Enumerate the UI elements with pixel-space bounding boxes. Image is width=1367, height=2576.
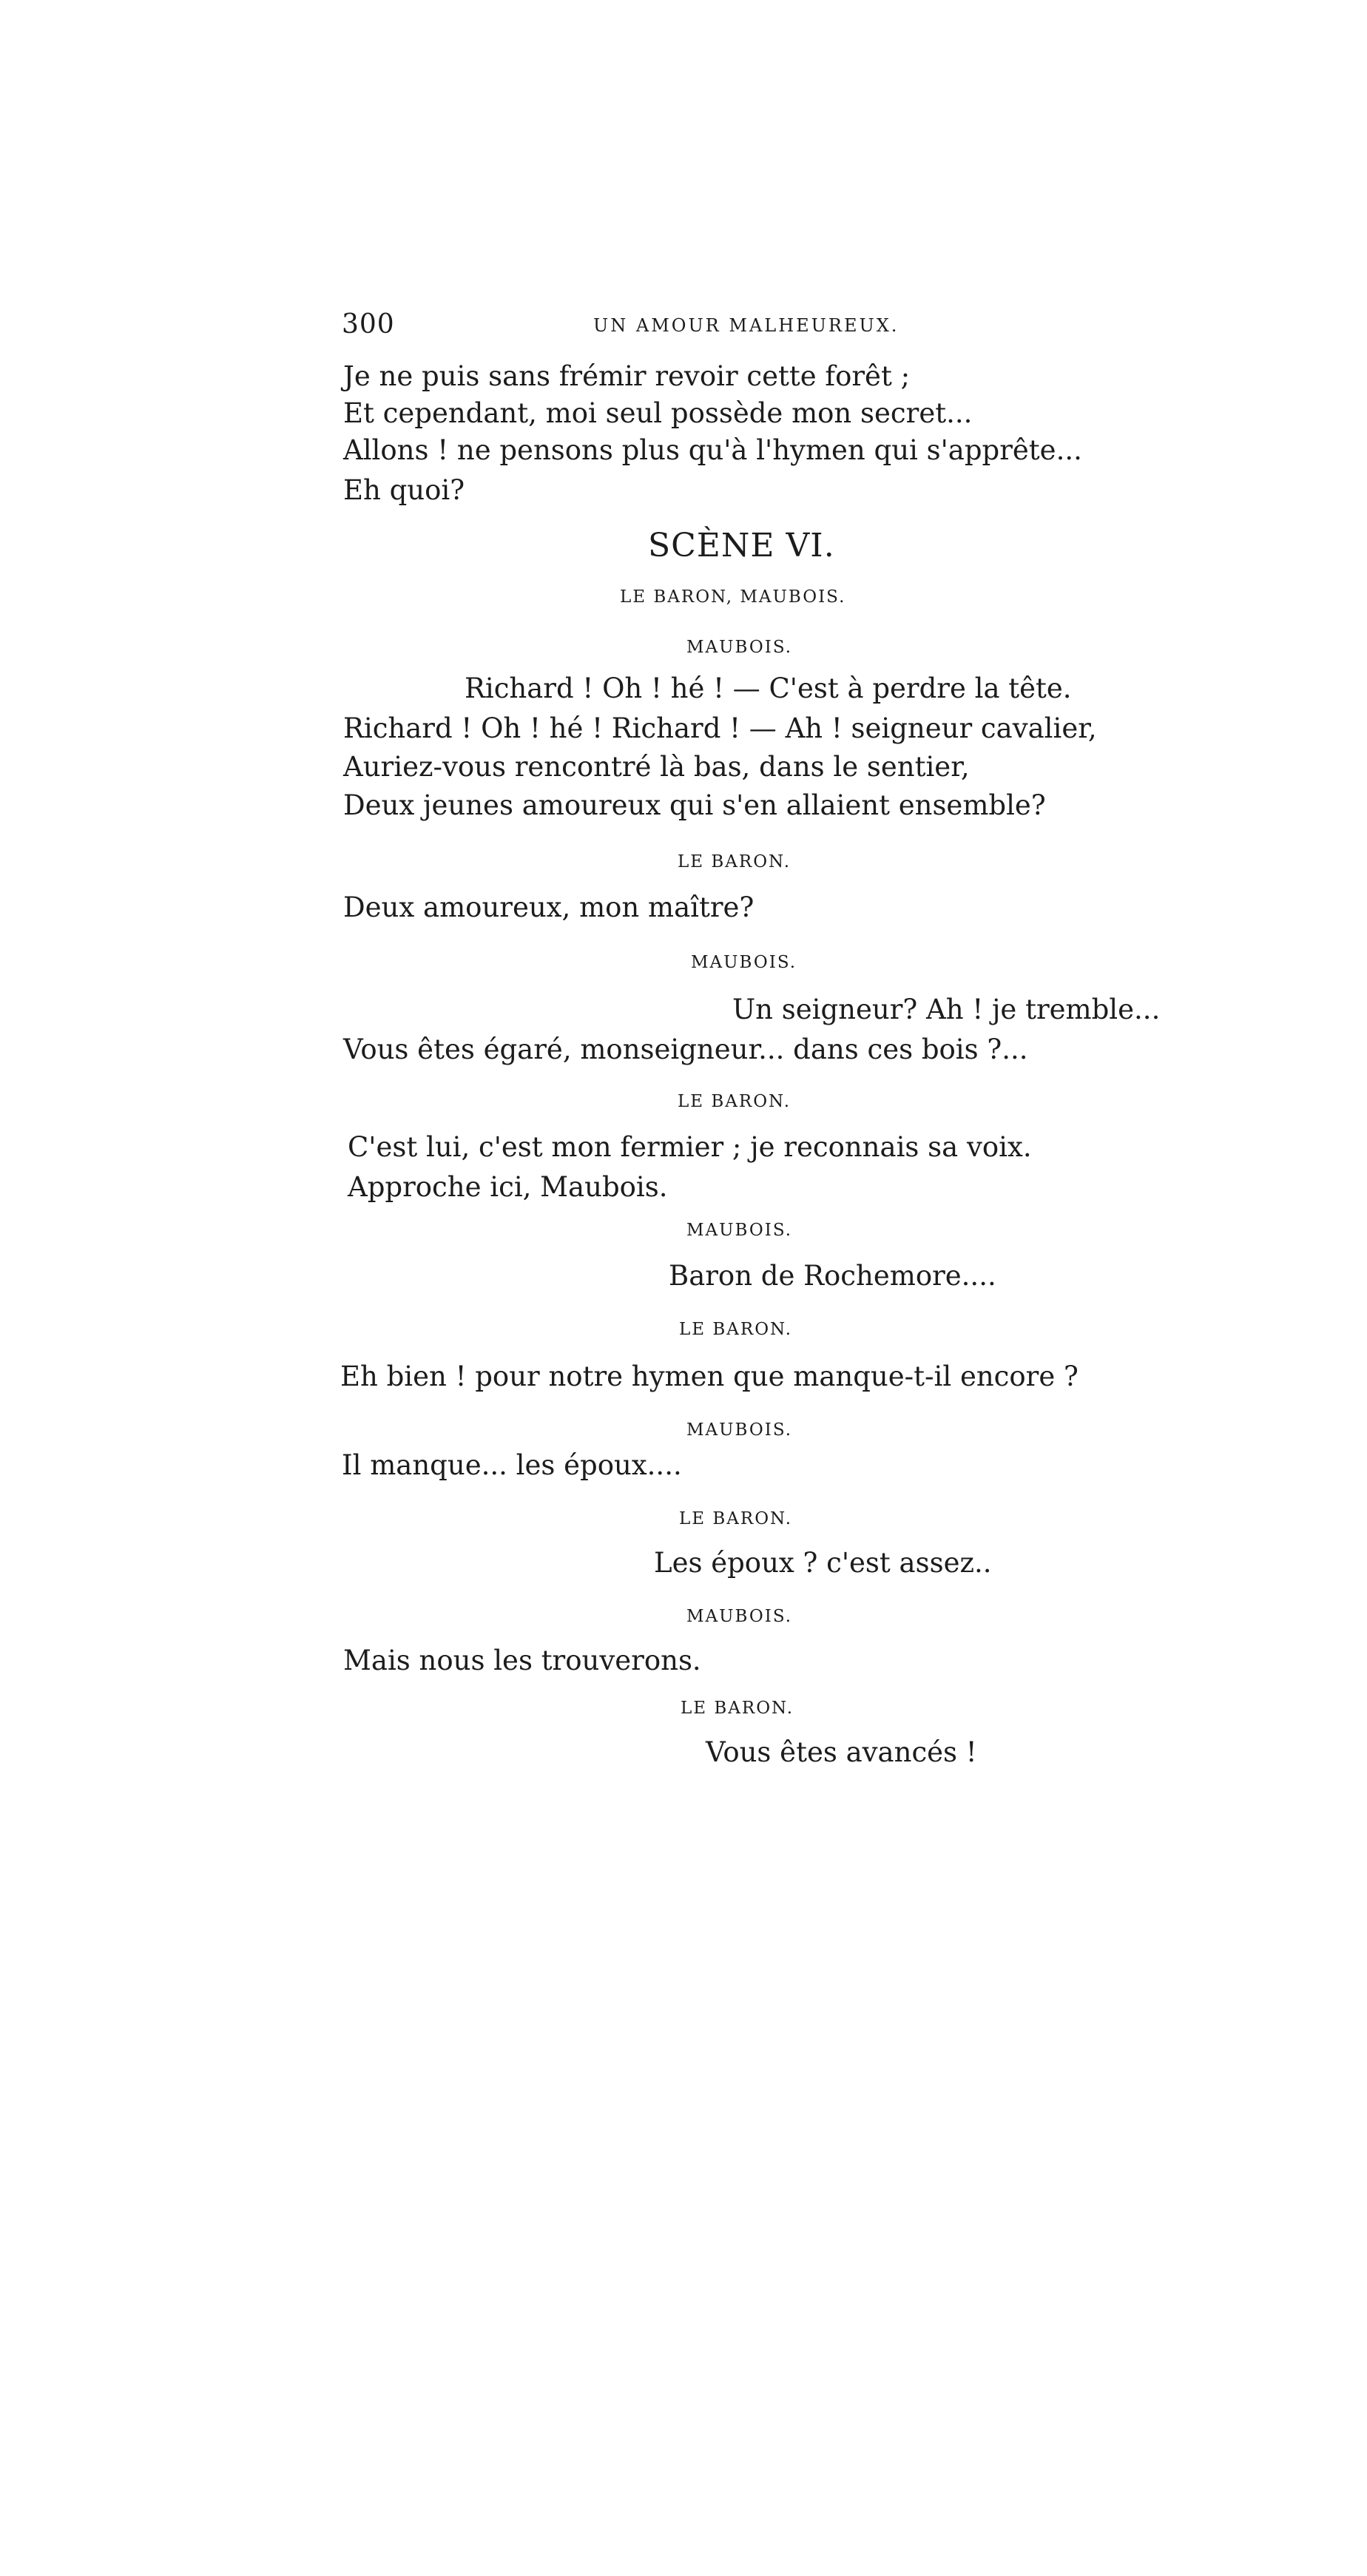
verse-line: Approche ici, Maubois.	[348, 1171, 668, 1203]
speaker-name: LE BARON.	[681, 1699, 794, 1718]
speaker-name: LE BARON.	[678, 852, 791, 871]
speaker-name: MAUBOIS.	[686, 1221, 793, 1240]
running-title: UN AMOUR MALHEUREUX.	[593, 315, 899, 336]
verse-line: Je ne puis sans frémir revoir cette forêt ;	[343, 360, 911, 392]
speaker-name: LE BARON.	[679, 1509, 793, 1528]
speaker-name: LE BARON.	[678, 1092, 791, 1111]
verse-line: Vous êtes avancés !	[706, 1736, 977, 1768]
speaker-name: MAUBOIS.	[686, 638, 793, 657]
verse-line: Richard ! Oh ! hé ! — C'est à perdre la tête.	[465, 672, 1072, 704]
speaker-name: MAUBOIS.	[686, 1607, 793, 1626]
scene-title: SCÈNE VI.	[648, 527, 835, 564]
verse-line: Allons ! ne pensons plus qu'à l'hymen qui s'apprête...	[343, 434, 1082, 466]
verse-line: C'est lui, c'est mon fermier ; je reconnais sa voix.	[348, 1131, 1032, 1163]
speaker-name: MAUBOIS.	[691, 953, 797, 972]
verse-line: Un seigneur? Ah ! je tremble...	[732, 994, 1161, 1025]
verse-line: Eh bien ! pour notre hymen que manque-t-il encore ?	[340, 1361, 1079, 1392]
verse-line: Vous êtes égaré, monseigneur... dans ces bois ?...	[343, 1034, 1028, 1065]
verse-line: Mais nous les trouverons.	[343, 1645, 701, 1676]
speaker-name: LE BARON.	[679, 1320, 793, 1339]
verse-line: Eh quoi?	[343, 474, 465, 506]
page-number: 300	[342, 309, 395, 340]
cast-list: LE BARON, MAUBOIS.	[620, 587, 846, 607]
verse-line: Deux jeunes amoureux qui s'en allaient ensemble?	[343, 789, 1046, 821]
verse-line: Et cependant, moi seul possède mon secret...	[343, 397, 973, 429]
verse-line: Auriez-vous rencontré là bas, dans le sentier,	[343, 751, 970, 783]
verse-line: Deux amoureux, mon maître?	[343, 891, 755, 923]
verse-line: Les époux ? c'est assez..	[654, 1547, 992, 1579]
verse-line: Richard ! Oh ! hé ! Richard ! — Ah ! seigneur cavalier,	[343, 712, 1097, 744]
verse-line: Il manque... les époux....	[342, 1449, 682, 1481]
verse-line: Baron de Rochemore....	[669, 1260, 996, 1292]
speaker-name: MAUBOIS.	[686, 1420, 793, 1440]
page-header	[342, 309, 1155, 346]
